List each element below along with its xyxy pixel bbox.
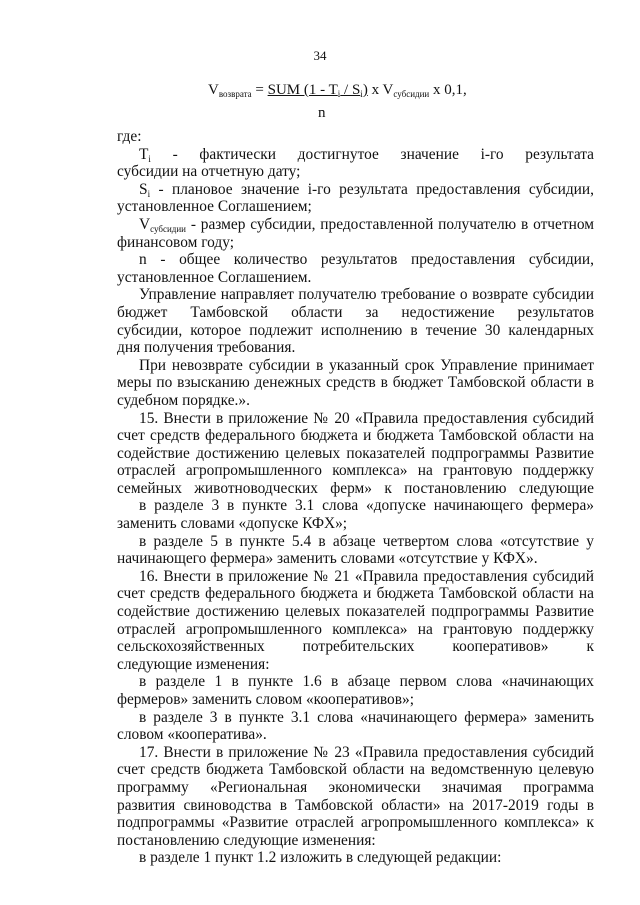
text-line: где:	[117, 128, 142, 145]
text-line: счет средств бюджета Тамбовской области на ведомственную целевую	[117, 761, 594, 779]
text-line: развития свиноводства в Тамбовской области» на 2017-2019 годы в	[117, 796, 594, 814]
formula-lhs-subscript: возврата	[218, 89, 252, 99]
text-line: Si - плановое значение i-го результата предоставления субсидии,	[139, 180, 594, 199]
text-line: Управление направляет получателю требование о возврате субсидии	[139, 286, 594, 304]
text-line: следующие изменения:	[117, 655, 270, 673]
text-line: 16. Внести в приложение № 21 «Правила предоставления субсидий	[139, 567, 594, 585]
text-line: в разделе 1 пункт 1.2 изложить в следующей редакции:	[139, 849, 502, 867]
formula-v-subscript: субсидии	[393, 89, 430, 99]
text-line: отраслей агропромышленного комплекса» на грантовую поддержку	[117, 462, 594, 480]
text-line: постановлению следующие изменения:	[117, 831, 376, 849]
text-line: установленное Соглашением;	[117, 198, 312, 216]
text-line: в разделе 1 в пункте 1.6 в абзаце первом слова «начинающих	[139, 673, 594, 691]
text-line: заменить словами «допуске КФХ»;	[117, 515, 348, 533]
page-number: 34	[313, 48, 327, 63]
text-line: бюджет Тамбовской области за недостижение результатов	[117, 303, 594, 321]
text-line: подпрограммы «Развитие отраслей агропромышленного комплекса» к	[117, 814, 594, 832]
formula-multiplier: x V	[367, 82, 394, 98]
text-line: словом «кооператива».	[117, 726, 267, 744]
document-body	[117, 128, 594, 867]
text-line: в разделе 3 в пункте 3.1 слова «начинающего фермера» заменить	[139, 708, 594, 726]
text-line: в разделе 3 в пункте 3.1 слова «допуске начинающего фермера»	[139, 497, 594, 515]
text-line: установленное Соглашением.	[117, 268, 312, 286]
text-line: содействие достижению целевых показателей подпрограммы Развитие	[117, 603, 594, 621]
text-line: 15. Внести в приложение № 20 «Правила предоставления субсидий	[139, 409, 594, 427]
text-line: судебном порядке.».	[117, 391, 250, 409]
text-line: семейных животноводческих ферм» к постановлению следующие	[117, 479, 594, 497]
text-line: Vсубсидии - размер субсидии, предоставленной получателю в отчетном	[139, 215, 594, 234]
formula-lhs: V	[208, 82, 219, 98]
text-line: n - общее количество результатов предоставления субсидии,	[139, 251, 594, 269]
text-line: При невозврате субсидии в указанный срок Управление принимает	[139, 356, 594, 374]
text-line: в разделе 5 в пункте 5.4 в абзаце четвертом слова «отсутствие у	[139, 532, 594, 550]
text-line: субсидии на отчетную дату;	[117, 163, 301, 181]
text-line: меры по взысканию денежных средств в бюджет Тамбовской области в	[117, 374, 594, 392]
text-line: отраслей агропромышленного комплекса» на грантовую поддержку	[117, 620, 594, 638]
text-line: счет средств федерального бюджета и бюджета Тамбовской области на	[117, 427, 594, 445]
text-line: финансовом году;	[117, 233, 234, 251]
text-line: счет средств федерального бюджета и бюджета Тамбовской области на	[117, 585, 594, 603]
text-line: дня получения требования.	[117, 339, 296, 357]
text-line: 17. Внести в приложение № 23 «Правила предоставления субсидий	[139, 743, 594, 761]
formula-equals: =	[255, 82, 264, 98]
formula-tail: x 0,1,	[429, 82, 467, 98]
text-line: фермеров» заменить словом «кооперативов»;	[117, 691, 414, 708]
text-line: сельскохозяйственных потребительских кооперативов» к	[117, 638, 594, 656]
text-line: субсидии, которое подлежит исполнению в течение 30 календарных	[117, 321, 594, 339]
text-line: содействие достижению целевых показателей подпрограммы Развитие	[117, 444, 594, 462]
formula-denominator: n	[318, 105, 326, 121]
text-line: начинающего фермера» заменить словами «отсутствие у КФХ».	[117, 550, 538, 568]
refund-formula	[208, 82, 467, 99]
formula-numerator: SUM $(1 - T_i / S_i)$	[267, 82, 368, 99]
text-line: Ti - фактически достигнутое значение i-го результата	[139, 145, 594, 164]
text-line: программу «Региональная экономически значимая программа	[117, 778, 594, 796]
